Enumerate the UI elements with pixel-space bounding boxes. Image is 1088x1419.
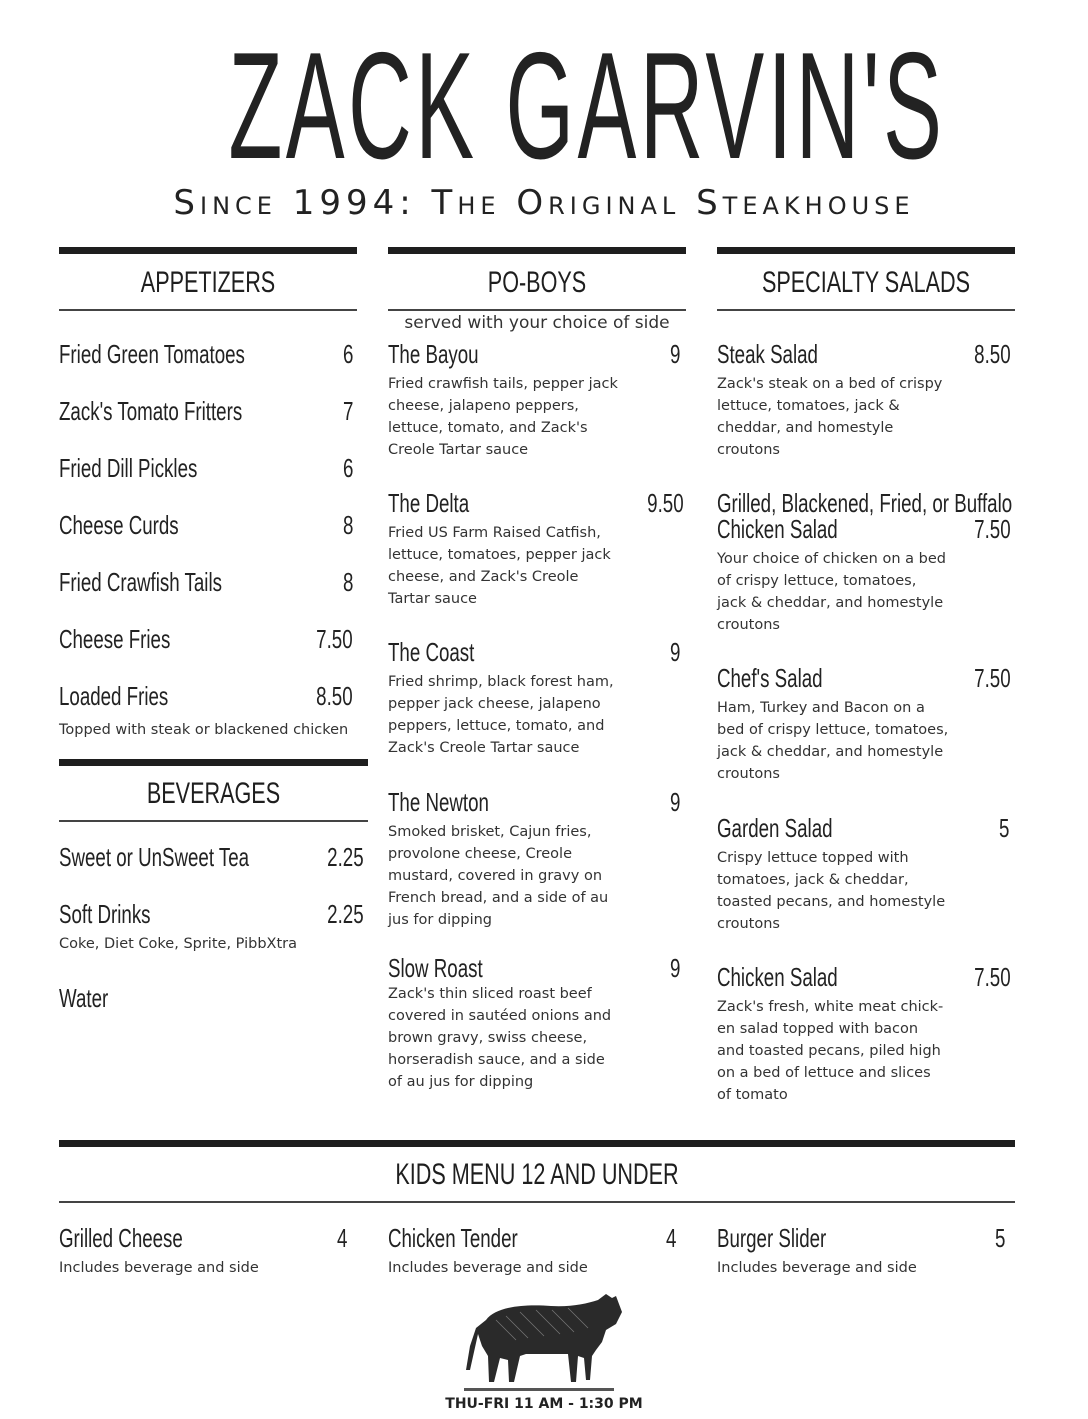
item-price: 2.25: [327, 842, 364, 872]
menu-item: [388, 1222, 680, 1254]
menu-item: [388, 952, 686, 984]
menu-item: [59, 395, 357, 427]
item-price: 7.50: [974, 514, 1011, 544]
served-with-note: served with your choice of side: [404, 313, 670, 333]
item-description: Zack's thin sliced roast beef covered in sautéed onions and brown gravy, swiss cheese, horseradish sauce, and a side of au jus for dipping: [388, 986, 612, 1090]
item-price: 4: [336, 1223, 347, 1253]
appetizers-heading: APPETIZERS: [140, 266, 276, 299]
item-description: Crispy lettuce topped with tomatoes, jack & cheddar, toasted pecans, and homestyle croutons: [717, 850, 946, 932]
menu-item: [717, 1222, 1009, 1254]
menu-item: [59, 1222, 351, 1254]
item-price: 9.50: [647, 488, 684, 518]
menu-item: [388, 786, 686, 818]
item-name: Loaded Fries: [59, 681, 169, 711]
menu-item: [59, 982, 368, 1014]
item-description: Includes beverage and side: [388, 1260, 588, 1276]
item-price: 7: [342, 396, 353, 426]
poboys-heading: PO-BOYS: [487, 266, 587, 299]
item-price: 7.50: [316, 624, 353, 654]
menu-item: [717, 338, 1015, 370]
item-price: 9: [669, 953, 680, 983]
item-description: Fried US Farm Raised Catfish, lettuce, tomatoes, pepper jack cheese, and Zack's Creole Tartar sauce: [388, 525, 611, 607]
item-name: Chicken Tender: [388, 1223, 518, 1253]
menu-item: [717, 513, 1015, 545]
item-name: Chicken Salad: [717, 962, 838, 992]
item-price: 9: [669, 339, 680, 369]
menu-item: [717, 812, 1015, 844]
item-name: Burger Slider: [717, 1223, 827, 1253]
menu-item: [59, 338, 357, 370]
section-rule-thick: [388, 247, 686, 254]
item-description: Fried shrimp, black forest ham, pepper jack cheese, jalapeno peppers, lettuce, tomato, and Zack's Creole Tartar sauce: [388, 674, 614, 756]
item-name: Chicken Salad: [717, 514, 838, 544]
section-rule-thick: [717, 247, 1015, 254]
item-description: Coke, Diet Coke, Sprite, PibbXtra: [59, 936, 297, 952]
item-name: The Bayou: [388, 339, 479, 369]
menu-item: [59, 452, 357, 484]
menu-item: [59, 680, 357, 712]
item-name: The Newton: [388, 787, 489, 817]
kids-menu-heading: KIDS MENU 12 AND UNDER: [395, 1158, 679, 1191]
item-description: Smoked brisket, Cajun fries, provolone cheese, Creole mustard, covered in gravy on French bread, and a side of au jus for dipping: [388, 824, 609, 928]
appetizers-section: [59, 247, 357, 738]
poboys-section: [388, 247, 686, 1090]
item-price: 7.50: [974, 962, 1011, 992]
item-name: Cheese Fries: [59, 624, 171, 654]
section-rule-thick: [59, 1140, 1015, 1147]
cow-illustration-icon: [456, 1290, 626, 1398]
beverages-heading: BEVERAGES: [146, 777, 281, 810]
item-price: 9: [669, 787, 680, 817]
restaurant-title: ZACK GARVIN'S: [228, 21, 946, 191]
item-description: Topped with steak or blackened chicken: [59, 722, 349, 738]
menu-item: [59, 898, 368, 930]
item-name: Fried Dill Pickles: [59, 453, 198, 483]
item-name-line1: Grilled, Blackened, Fried, or Buffalo: [717, 488, 1013, 518]
beverages-section: [59, 759, 368, 1013]
section-rule-thin: [388, 309, 686, 311]
item-name: Water: [59, 983, 109, 1013]
item-price: 9: [669, 637, 680, 667]
restaurant-subtitle: Since 1994: The Original Steakhouse: [173, 183, 915, 223]
item-name: The Coast: [388, 637, 475, 667]
kids-menu-section: [59, 1140, 1015, 1276]
item-description: Ham, Turkey and Bacon on a bed of crispy lettuce, tomatoes, jack & cheddar, and homestyle croutons: [717, 700, 949, 782]
menu-item: [717, 662, 1015, 694]
item-description: Includes beverage and side: [59, 1260, 259, 1276]
item-description: Fried crawfish tails, pepper jack cheese, jalapeno peppers, lettuce, tomato, and Zack's Creole Tartar sauce: [388, 376, 618, 458]
section-rule-thin: [59, 309, 357, 311]
item-name: Fried Crawfish Tails: [59, 567, 222, 597]
item-name: Cheese Curds: [59, 510, 179, 540]
item-name: The Delta: [388, 488, 470, 518]
item-price: 8.50: [974, 339, 1011, 369]
item-name: Steak Salad: [717, 339, 818, 369]
menu-item: [59, 623, 357, 655]
item-name: Sweet or UnSweet Tea: [59, 842, 250, 872]
item-name: Soft Drinks: [59, 899, 151, 929]
item-price: 6: [342, 339, 353, 369]
opening-hours: THU-FRI 11 AM - 1:30 PM: [445, 1396, 643, 1412]
item-description: Zack's fresh, white meat chick-en salad topped with bacon and toasted pecans, piled high on a bed of lettuce and slices of tomato: [717, 999, 944, 1103]
section-rule-thick: [59, 759, 368, 766]
item-name: Garden Salad: [717, 813, 833, 843]
salads-heading: SPECIALTY SALADS: [761, 266, 971, 299]
item-price: 8: [342, 567, 353, 597]
item-name: Grilled Cheese: [59, 1223, 183, 1253]
section-rule-thin: [59, 820, 368, 822]
salads-section: [717, 247, 1015, 1103]
item-name: Chef's Salad: [717, 663, 823, 693]
item-price: 5: [994, 1223, 1005, 1253]
menu-item: [59, 566, 357, 598]
menu-item: [59, 841, 368, 873]
item-price: 2.25: [327, 899, 364, 929]
item-price: 8.50: [316, 681, 353, 711]
menu-item: [717, 961, 1015, 993]
section-rule-thin: [59, 1201, 1015, 1203]
menu-item: [388, 636, 686, 668]
item-price: 5: [998, 813, 1009, 843]
item-price: 6: [342, 453, 353, 483]
item-price: 8: [342, 510, 353, 540]
section-rule-thin: [717, 309, 1015, 311]
menu-item: [388, 487, 686, 519]
item-price: 7.50: [974, 663, 1011, 693]
menu-item: [388, 338, 686, 370]
menu-item: [59, 509, 357, 541]
item-name: Zack's Tomato Fritters: [59, 396, 243, 426]
item-name: Slow Roast: [388, 953, 483, 983]
section-rule-thick: [59, 247, 357, 254]
item-description: Zack's steak on a bed of crispy lettuce, tomatoes, jack & cheddar, and homestyle croutons: [717, 376, 943, 458]
item-name: Fried Green Tomatoes: [59, 339, 245, 369]
item-description: Includes beverage and side: [717, 1260, 917, 1276]
item-description: Your choice of chicken on a bed of crispy lettuce, tomatoes, jack & cheddar, and homestyle croutons: [717, 551, 946, 633]
item-price: 4: [665, 1223, 676, 1253]
